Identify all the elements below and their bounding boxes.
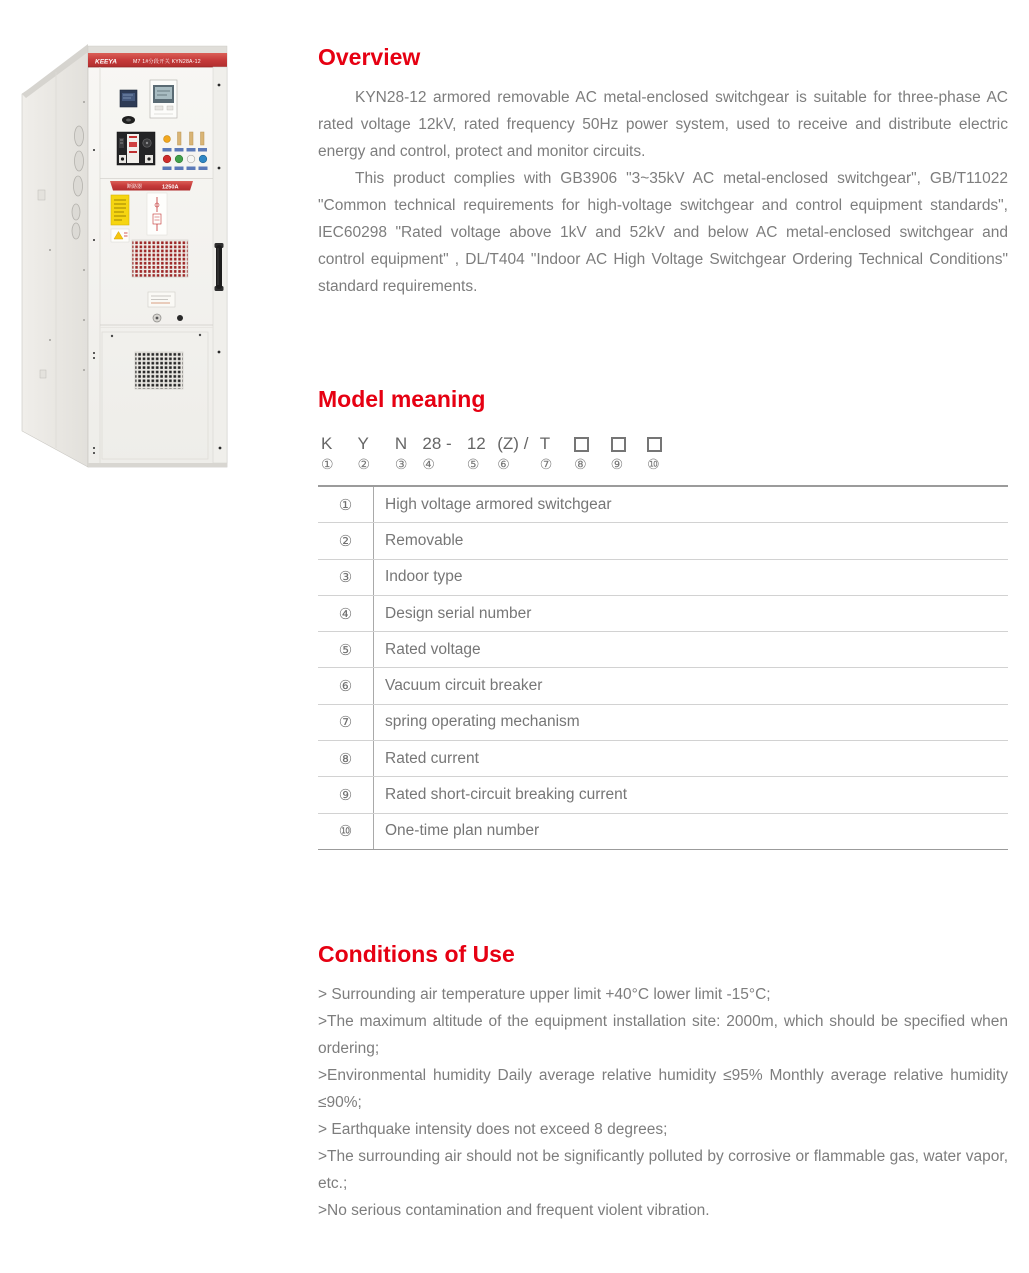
table-row: ⑦ spring operating mechanism: [318, 705, 1008, 741]
cabinet-side-panel: [22, 44, 88, 467]
placeholder-box: [647, 437, 662, 452]
ventilation-grille-black: [135, 352, 183, 389]
model-code-col: ⑧: [574, 434, 606, 472]
overview-paragraph-2: This product complies with GB3906 "3~35kV AC metal-enclosed switchgear", GB/T11022 "Common technical requirements for high-voltage switchgear and control equipment standards", IEC60298 "Rated voltage above 1kV and 52kV and below AC metal-enclosed switchgear and control equipment" , DL/T404 "Indoor AC High Voltage Switchgear Ordering Technical Conditions" standard requirements.: [318, 170, 1008, 295]
model-code-col: 28 - ④: [422, 434, 452, 472]
mid-strip-label: 断路器: [127, 184, 143, 190]
mid-rating-strip: [110, 181, 193, 191]
conditions-section: [318, 941, 1008, 1224]
condition-item: >The surrounding air should not be significantly polluted by corrosive or flammable gas, water vapor, etc.;: [318, 1147, 1008, 1192]
model-code-col: ⑨: [611, 434, 643, 472]
banner-brand-text: KEEYA: [95, 58, 117, 66]
table-row: ⑤ Rated voltage: [318, 632, 1008, 668]
cabinet-base: [88, 463, 227, 467]
table-row: ⑩ One-time plan number: [318, 814, 1008, 849]
product-photo: [10, 40, 310, 480]
table-row: ⑨ Rated short-circuit breaking current: [318, 777, 1008, 813]
overview-heading: Overview: [318, 44, 421, 70]
model-code-col: 12 ⑤: [466, 434, 486, 472]
meter-display: [150, 80, 177, 118]
model-code-col: N ③: [394, 434, 408, 472]
table-row: ⑥ Vacuum circuit breaker: [318, 668, 1008, 704]
condition-item: > Surrounding air temperature upper limit +40°C lower limit -15°C;: [318, 985, 771, 1003]
switchgear-cabinet-illustration: [10, 40, 310, 480]
condition-item: >No serious contamination and frequent violent vibration.: [318, 1201, 710, 1219]
model-meaning-heading: Model meaning: [318, 386, 486, 412]
cabinet-top-banner: [88, 53, 227, 67]
placeholder-box: [611, 437, 626, 452]
cabinet-front: [88, 46, 227, 467]
table-row: ③ Indoor type: [318, 560, 1008, 596]
table-row: ⑧ Rated current: [318, 741, 1008, 777]
model-code-col: (Z) / ⑥: [497, 434, 529, 472]
table-row: ④ Design serial number: [318, 596, 1008, 632]
model-meaning-section: [318, 386, 1008, 850]
danger-sign: [111, 229, 129, 242]
round-button: [177, 315, 183, 321]
table-row: ① High voltage armored switchgear: [318, 487, 1008, 523]
banner-model-text: M7 1#分段开关 KYN28A-12: [133, 59, 201, 65]
mid-strip-rating: 1250A: [162, 184, 179, 191]
content-column: [318, 44, 1008, 1224]
ventilation-window-red: [132, 240, 188, 277]
warning-label-yellow: [111, 195, 129, 225]
condition-item: >The maximum altitude of the equipment installation site: 2000m, which should be specified when ordering;: [318, 1012, 1008, 1057]
condition-item: >Environmental humidity Daily average relative humidity ≤95% Monthly average relative humidity ≤90%;: [318, 1066, 1008, 1111]
model-meaning-table: [318, 485, 1008, 850]
model-code-col: Y ②: [357, 434, 371, 472]
table-row: ② Removable: [318, 523, 1008, 559]
model-code-col: K ①: [321, 434, 334, 472]
nameplate-label: [148, 292, 175, 307]
model-code: [318, 434, 1008, 472]
circuit-diagram-label: [147, 193, 167, 235]
model-code-col: T ⑦: [539, 434, 553, 472]
model-code-col: ⑩: [647, 434, 678, 472]
condition-item: > Earthquake intensity does not exceed 8 degrees;: [318, 1120, 668, 1138]
control-switch-panel: [117, 132, 155, 165]
overview-paragraph-1: KYN28-12 armored removable AC metal-enclosed switchgear is suitable for three-phase AC rated voltage 12kV, rated frequency 50Hz power system, used to receive and distribute electric energy and control, protect and monitor circuits.: [318, 89, 1008, 160]
conditions-heading: Conditions of Use: [318, 940, 515, 967]
placeholder-box: [574, 437, 589, 452]
